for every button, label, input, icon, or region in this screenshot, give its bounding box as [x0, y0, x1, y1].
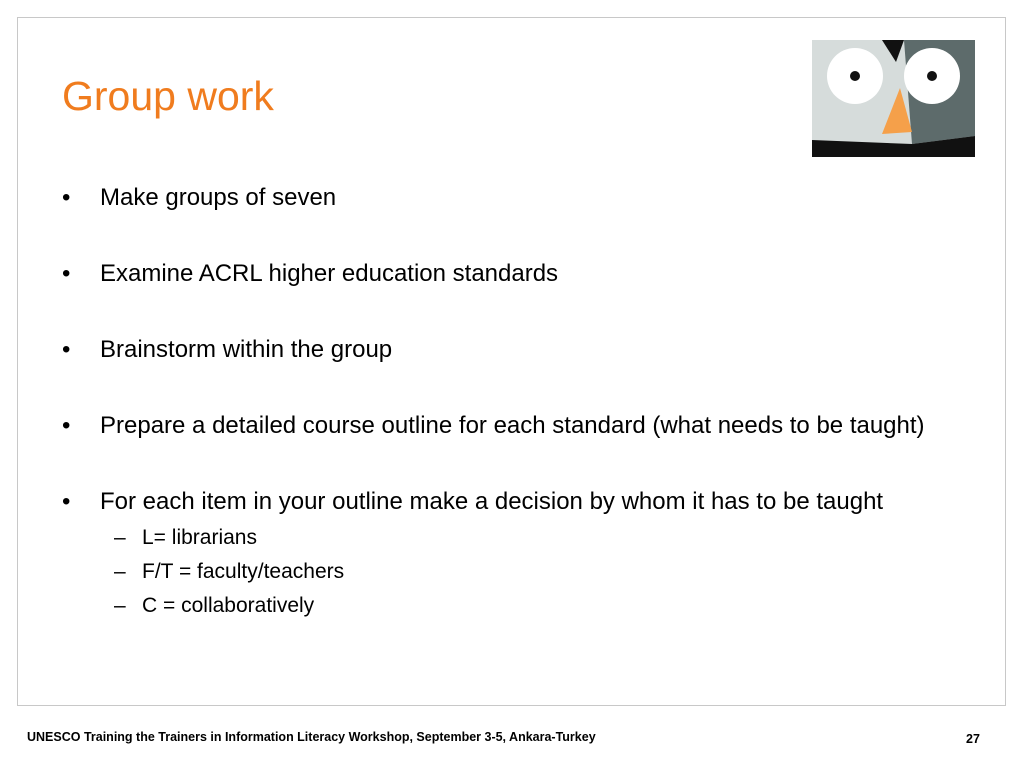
owl-right-pupil [927, 71, 937, 81]
bullet-text: Examine ACRL higher education standards [100, 260, 559, 287]
bullet-item [62, 259, 962, 289]
bullet-text: For each item in your outline make a decision by whom it has to be taught [100, 488, 884, 515]
bullet-mark: • [62, 184, 71, 211]
bullet-text: Brainstorm within the group [100, 336, 393, 363]
sub-bullet-text: F/T = faculty/teachers [142, 560, 345, 583]
bullet-item [62, 335, 962, 365]
page-number: 27 [966, 732, 980, 746]
sub-bullet-item [114, 521, 962, 555]
sub-bullet-mark: – [114, 526, 126, 549]
footer-text: UNESCO Training the Trainers in Information Literacy Workshop, September 3-5, Ankara-Turkey [27, 730, 596, 744]
bullet-item [62, 411, 962, 441]
sub-bullet-item [114, 589, 962, 623]
bullet-item [62, 183, 962, 213]
sub-bullet-mark: – [114, 560, 126, 583]
sub-bullet-item [114, 555, 962, 589]
sub-bullet-list [100, 521, 962, 623]
bullet-text: Prepare a detailed course outline for each standard (what needs to be taught) [100, 412, 925, 439]
owl-logo-icon [812, 40, 975, 157]
bullet-mark: • [62, 488, 71, 515]
bullet-mark: • [62, 336, 71, 363]
sub-bullet-text: C = collaboratively [142, 594, 315, 617]
bullet-mark: • [62, 412, 71, 439]
sub-bullet-text: L= librarians [142, 526, 257, 549]
sub-bullet-mark: – [114, 594, 126, 617]
bullet-item [62, 487, 962, 623]
owl-left-pupil [850, 71, 860, 81]
bullet-text: Make groups of seven [100, 184, 337, 211]
bullet-list [62, 183, 962, 623]
bullet-mark: • [62, 260, 71, 287]
slide-title: Group work [62, 73, 274, 119]
